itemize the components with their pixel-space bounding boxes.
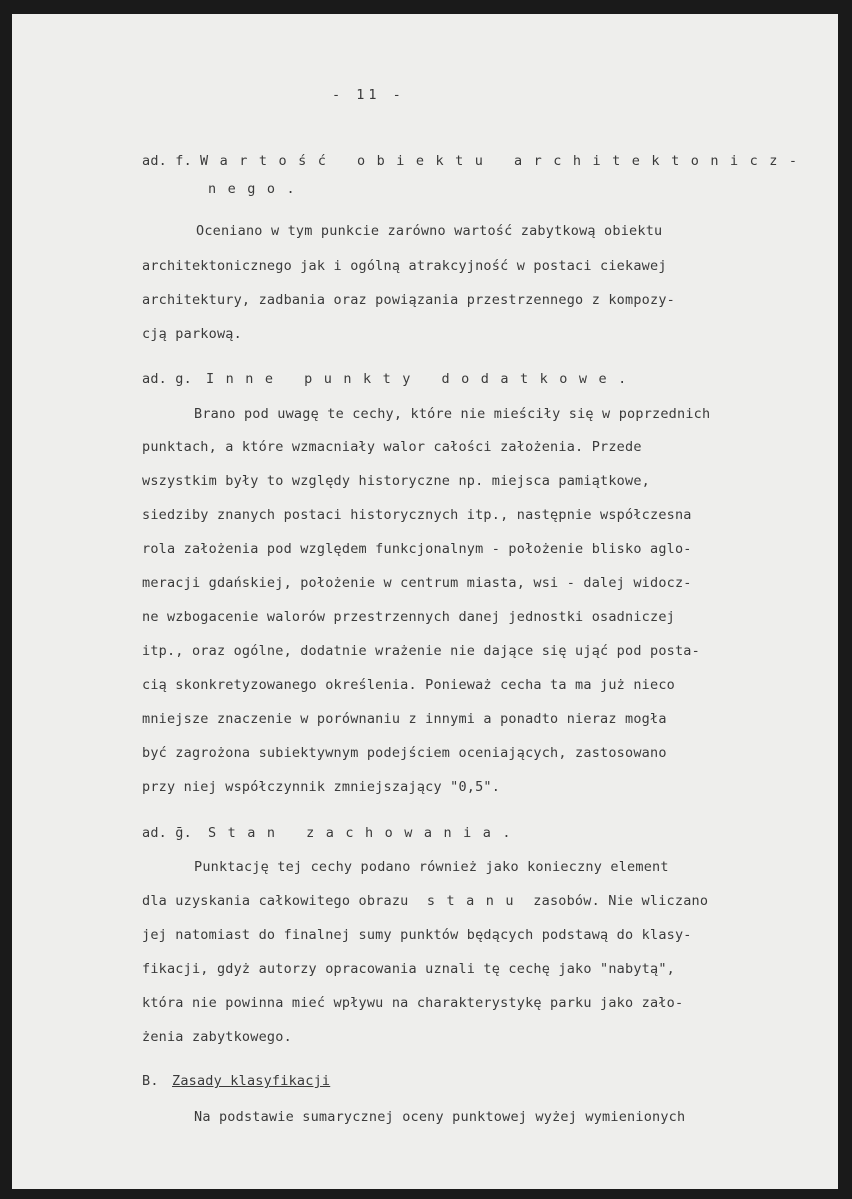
section-h-spaced-word: stanu: [426, 893, 525, 909]
section-f-heading-1: Wartość obiektu architektonicz-: [200, 153, 809, 169]
section-h-line-1: Punktację tej cechy podano również jako konieczny element: [194, 859, 669, 875]
section-h-label: ad. ḡ.: [142, 825, 192, 841]
section-f-line-2: architektonicznego jak i ogólną atrakcyjność w postaci ciekawej: [142, 258, 667, 274]
section-g-line-1: Brano pod uwagę te cechy, które nie mieściły się w poprzednich: [194, 406, 711, 422]
section-h-line-6: żenia zabytkowego.: [142, 1029, 292, 1045]
document-page: [12, 14, 838, 1189]
section-h-line-2-start: dla uzyskania całkowitego obrazu: [142, 893, 409, 909]
section-g-line-2: punktach, a które wzmacniały walor całości założenia. Przede: [142, 439, 642, 455]
section-g-line-8: itp., oraz ogólne, dodatnie wrażenie nie dające się ująć pod posta-: [142, 643, 700, 659]
section-g-label: ad. g.: [142, 371, 192, 387]
section-g-line-4: siedziby znanych postaci historycznych itp., następnie współczesna: [142, 507, 692, 523]
section-f-line-3: architektury, zadbania oraz powiązania przestrzennego z kompozy-: [142, 292, 675, 308]
section-b-label: B.: [142, 1073, 159, 1089]
section-g-line-5: rola założenia pod względem funkcjonalnym - położenie blisko aglo-: [142, 541, 692, 557]
section-b-heading: Zasady klasyfikacji: [172, 1073, 331, 1089]
section-g-line-3: wszystkim były to względy historyczne np. miejsca pamiątkowe,: [142, 473, 650, 489]
section-g-line-12: przy niej współczynnik zmniejszający "0,5".: [142, 779, 501, 795]
section-h-line-2-end: zasobów. Nie wliczano: [533, 893, 709, 909]
section-h-heading: Stan zachowania.: [208, 825, 523, 841]
section-f-line-1: Oceniano w tym punkcie zarówno wartość zabytkową obiektu: [196, 223, 663, 239]
section-h-line-4: fikacji, gdyż autorzy opracowania uznali tę cechę jako "nabytą",: [142, 961, 675, 977]
section-g-line-6: meracji gdańskiej, położenie w centrum miasta, wsi - dalej widocz-: [142, 575, 692, 591]
section-h-line-5: która nie powinna mieć wpływu na charakterystykę parku jako zało-: [142, 995, 684, 1011]
section-g-line-9: cią skonkretyzowanego określenia. Ponieważ cecha ta ma już nieco: [142, 677, 675, 693]
section-f-label: ad. f.: [142, 153, 192, 169]
section-h-line-3: jej natomiast do finalnej sumy punktów będących podstawą do klasy-: [142, 927, 692, 943]
page-number: - 11 -: [332, 87, 405, 103]
document-sheet: [12, 14, 838, 1189]
section-h-line-2: [142, 892, 708, 910]
section-g-line-11: być zagrożona subiektywnym podejściem oceniających, zastosowano: [142, 745, 667, 761]
section-b-line-1: Na podstawie sumarycznej oceny punktowej wyżej wymienionych: [194, 1109, 686, 1125]
section-g-line-7: ne wzbogacenie walorów przestrzennych danej jednostki osadniczej: [142, 609, 675, 625]
section-g-line-10: mniejsze znaczenie w porównaniu z innymi a ponadto nieraz mogła: [142, 711, 667, 727]
section-g-heading: Inne punkty dodatkowe.: [206, 371, 638, 387]
section-f-line-4: cją parkową.: [142, 326, 242, 342]
section-f-heading-2: nego.: [208, 181, 307, 197]
